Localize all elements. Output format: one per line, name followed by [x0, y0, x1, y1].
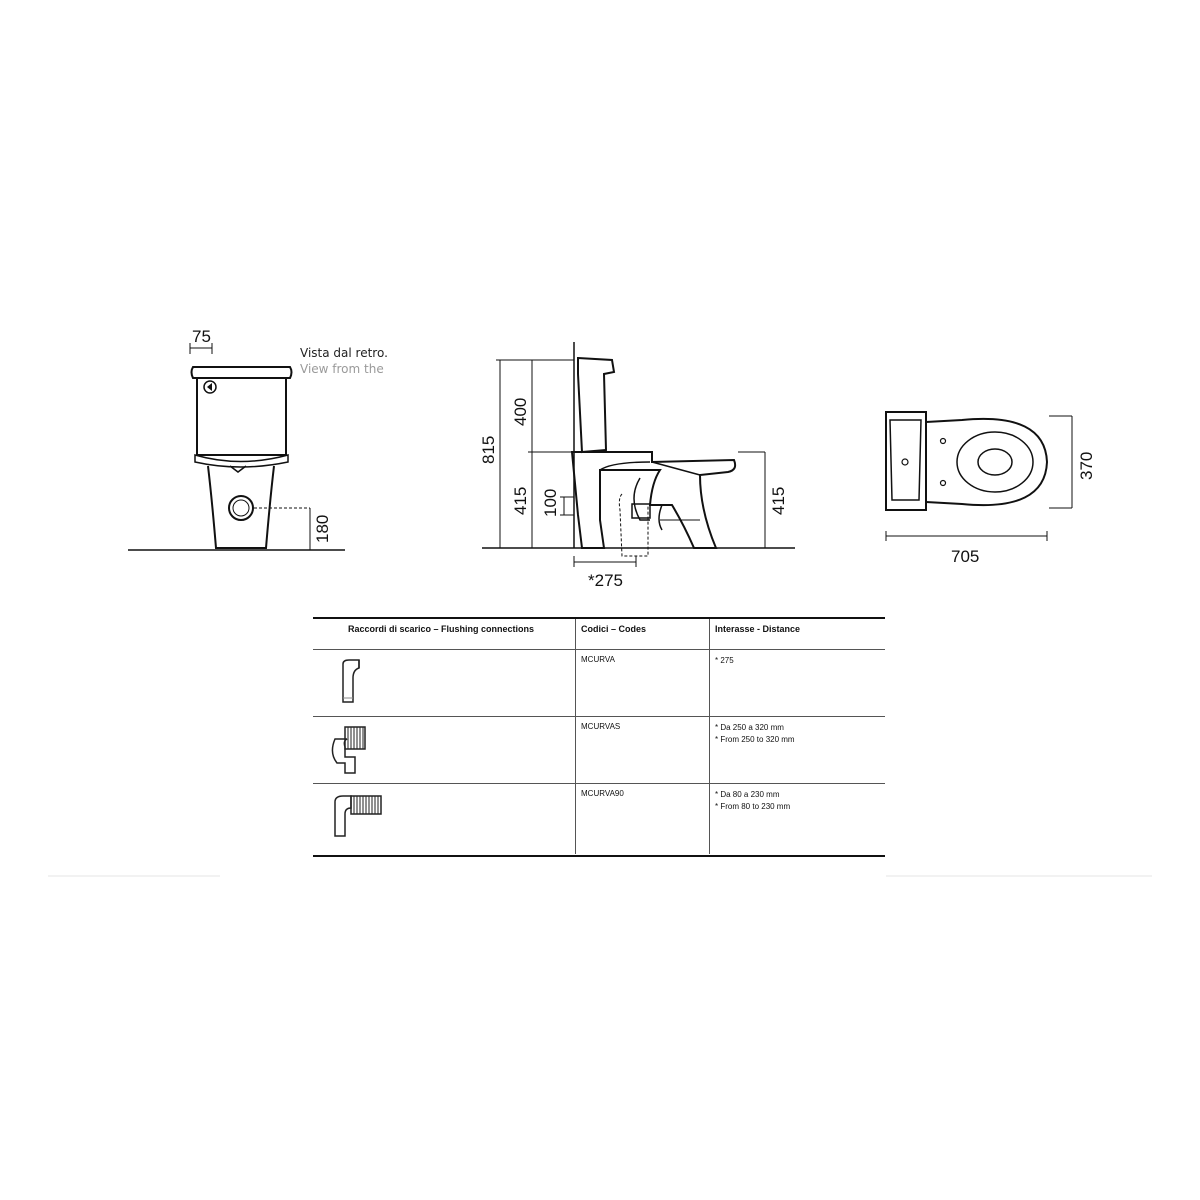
back-view-label-it: Vista dal retro.: [300, 346, 388, 360]
dim-total-height: 815: [479, 435, 498, 464]
bowl-top-shape: [926, 419, 1047, 505]
tank-lid-shape: [192, 367, 292, 378]
code-mcurva: MCURVA: [581, 655, 615, 664]
header-distance: Interasse - Distance: [715, 624, 801, 634]
distance-line: * Da 80 a 230 mm: [715, 790, 780, 799]
table-row: [313, 649, 885, 717]
dim-cistern: 400: [511, 397, 530, 426]
flexible-90-bend-icon: [313, 784, 433, 850]
table-row: [313, 783, 885, 854]
top-view: [886, 412, 1072, 541]
dim-back-outlet: 180: [313, 514, 332, 543]
seat-inner-shape: [978, 449, 1012, 475]
header-codes: Codici – Codes: [581, 624, 647, 634]
code-mcurvas: MCURVAS: [581, 722, 621, 731]
back-view-label-en: View from the: [300, 362, 384, 376]
dim-seat-left: 415: [511, 486, 530, 515]
header-connections: Raccordi di scarico – Flushing connections: [348, 624, 535, 634]
cistern-side-shape: [578, 358, 614, 452]
distance-line: * From 250 to 320 mm: [715, 735, 795, 744]
dim-top-width: 370: [1077, 451, 1096, 480]
table-header-row: [313, 619, 885, 649]
flushing-connections-table: [313, 617, 885, 857]
dim-wall-distance: *275: [588, 571, 623, 590]
dim-seat-right: 415: [769, 486, 788, 515]
pedestal-shape: [208, 466, 274, 548]
side-view: [482, 342, 795, 567]
straight-bend-icon: [313, 650, 433, 716]
dim-inlet: 100: [541, 488, 560, 517]
dim-top-length: 705: [951, 547, 980, 566]
seat-outer-shape: [957, 432, 1033, 492]
distance-line: * From 80 to 230 mm: [715, 802, 791, 811]
code-mcurva90: MCURVA90: [581, 789, 624, 798]
flexible-bend-icon: [313, 717, 433, 783]
dim-back-top: 75: [192, 327, 211, 346]
distance-line: * 275: [715, 656, 734, 665]
distance-line: * Da 250 a 320 mm: [715, 723, 784, 732]
table-row: [313, 716, 885, 784]
bowl-side-shape: [572, 452, 735, 548]
